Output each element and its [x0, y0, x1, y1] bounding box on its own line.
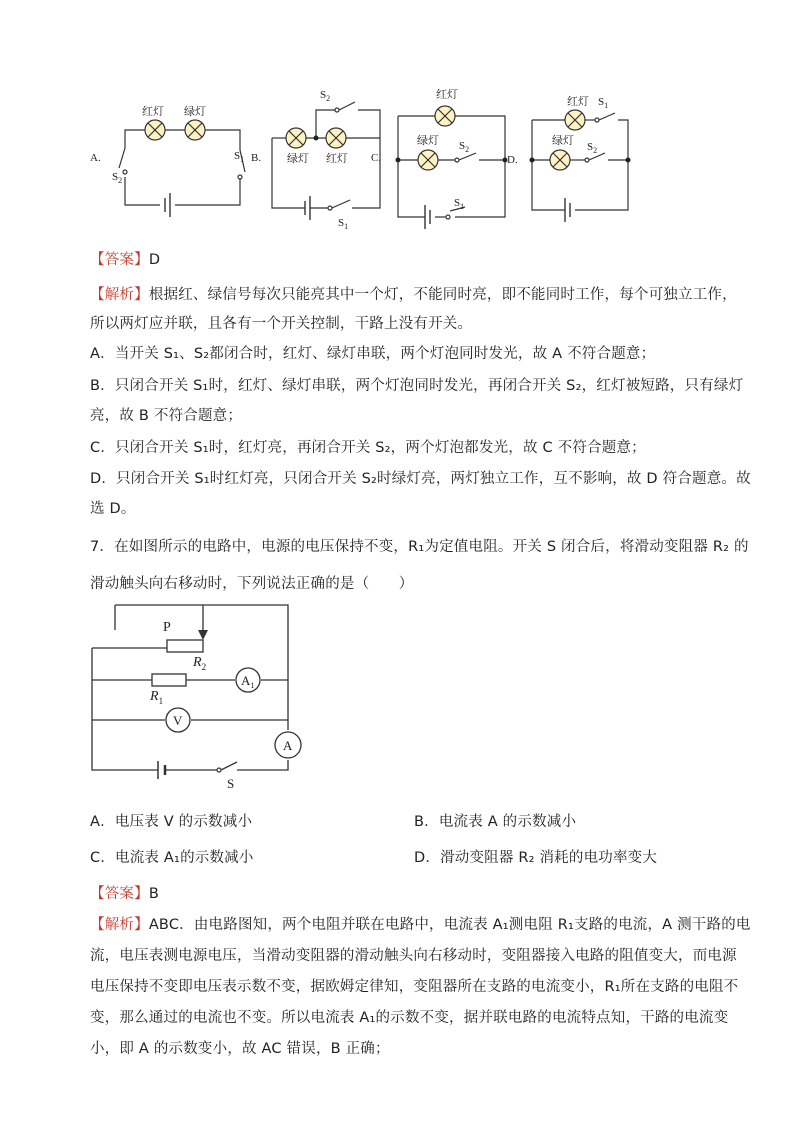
lamp-icon	[435, 106, 455, 126]
option-a-label: A.	[90, 152, 101, 164]
q7-option-d[interactable]: D．滑动变阻器 R₂ 消耗的电功率变大	[414, 850, 658, 866]
q6-analysis-line-3: A．当开关 S₁、S₂都闭合时，红灯、绿灯串联，两个灯泡同时发光，故 A 不符合题意；	[90, 346, 656, 362]
q7-analysis-line-5: 小，即 A 的示数变小，故 AC 错误，B 正确；	[90, 1041, 390, 1057]
q7-analysis-line-1	[90, 913, 751, 934]
r2-label: $R_2$	[193, 655, 207, 672]
green-lamp-label: 绿灯	[184, 105, 206, 118]
analysis-text: ABC．由电路图知，两个电阻并联在电路中，电流表 A₁测电阻 R₁支路的电流，A 测干路的电	[148, 917, 751, 933]
lamp-icon	[550, 150, 570, 170]
lamp-icon	[145, 120, 165, 140]
lamp-icon	[185, 120, 205, 140]
ammeter-a1-label: $A_1$	[241, 673, 255, 690]
q6-analysis-line-4: B．只闭合开关 S₁时，红灯、绿灯串联，两个灯泡同时发光，再闭合开关 S₂，红灯被短路，只有绿灯	[90, 378, 744, 394]
q7-answer	[90, 882, 159, 903]
analysis-tag: 【解析】	[90, 917, 149, 933]
q7-stem-line-2: 滑动触头向右移动时，下列说法正确的是（ ）	[90, 576, 414, 592]
slider-label: P	[163, 620, 171, 635]
answer-value: B	[148, 886, 159, 902]
q7-analysis-line-3: 电压保持不变即电压表示数不变，据欧姆定律知，变阻器所在支路的电流变小，R₁所在支路的电阻不	[90, 979, 739, 995]
q6-analysis-line-5: 亮，故 B 不符合题意；	[90, 408, 243, 424]
q7-option-a[interactable]: A．电压表 V 的示数减小	[90, 814, 253, 830]
option-d-label: D.	[507, 154, 518, 166]
q7-option-c[interactable]: C．电流表 A₁的示数减小	[90, 850, 254, 866]
circuit-options-figure	[80, 80, 650, 230]
switch-s1-label: $S_1$	[454, 197, 465, 211]
red-lamp-label: 红灯	[326, 152, 348, 165]
circuit-d	[532, 113, 628, 222]
lamp-icon	[418, 150, 438, 170]
q7-analysis-line-4: 变，那么通过的电流也不变。所以电流表 A₁的示数不变，据并联电路的电流特点知，干路的电流变	[90, 1010, 729, 1026]
switch-s2-label: $S_2$	[587, 141, 598, 155]
q6-analysis-line-1	[90, 283, 737, 304]
switch-s-label: S	[227, 776, 235, 790]
circuit-a	[119, 130, 245, 217]
lamp-icon	[326, 128, 346, 148]
option-b-label: B.	[251, 152, 262, 164]
r1-label: $R_1$	[150, 689, 164, 706]
answer-tag: 【答案】	[90, 252, 149, 268]
green-lamp-label: 绿灯	[417, 134, 439, 147]
switch-s2-label: $S_2$	[112, 171, 123, 185]
voltmeter-label: V	[173, 713, 183, 728]
q7-stem-line-1: 7．在如图所示的电路中，电源的电压保持不变，R₁为定值电阻。开关 S 闭合后，将滑动变阻器 R₂ 的	[90, 539, 749, 555]
analysis-tag: 【解析】	[90, 287, 149, 303]
switch-s2-label: $S_2$	[459, 140, 470, 154]
q6-analysis-line-7: D．只闭合开关 S₁时红灯亮，只闭合开关 S₂时绿灯亮，两灯独立工作，互不影响，故 D 符合题意。故	[90, 471, 751, 487]
q7-analysis-line-2: 流，电压表测电源电压，当滑动变阻器的滑动触头向右移动时，变阻器接入电路的阻值变大，而电源	[90, 948, 737, 964]
red-lamp-label: 红灯	[142, 105, 164, 118]
green-lamp-label: 绿灯	[552, 134, 574, 147]
answer-value: D	[148, 252, 161, 268]
red-lamp-label: 红灯	[567, 95, 589, 108]
circuit-c	[398, 116, 505, 229]
switch-s1-label: $S_1$	[598, 96, 609, 110]
q6-answer	[90, 248, 160, 269]
analysis-text: 根据红、绿信号每次只能亮其中一个灯，不能同时亮，即不能同时工作，每个可独立工作，	[148, 287, 737, 303]
q6-analysis-line-8: 选 D。	[90, 501, 136, 517]
green-lamp-label: 绿灯	[287, 152, 309, 165]
q6-analysis-line-2: 所以两灯应并联，且各有一个开关控制，干路上没有开关。	[90, 316, 473, 332]
red-lamp-label: 红灯	[436, 88, 458, 101]
answer-tag: 【答案】	[90, 886, 149, 902]
switch-s1-label: $S_1$	[234, 150, 245, 164]
switch-s1-label: $S_1$	[338, 217, 349, 230]
lamp-icon	[286, 128, 306, 148]
option-c-label: C.	[371, 152, 382, 164]
lamp-icon	[565, 110, 585, 130]
q7-option-b[interactable]: B．电流表 A 的示数减小	[414, 814, 577, 830]
q7-circuit-diagram	[85, 600, 315, 790]
q6-analysis-line-6: C．只闭合开关 S₁时，红灯亮，再闭合开关 S₂，两个灯泡都发光，故 C 不符合题意；	[90, 440, 646, 456]
ammeter-a-label: A	[283, 738, 293, 753]
switch-s2-label: $S_2$	[320, 89, 331, 103]
